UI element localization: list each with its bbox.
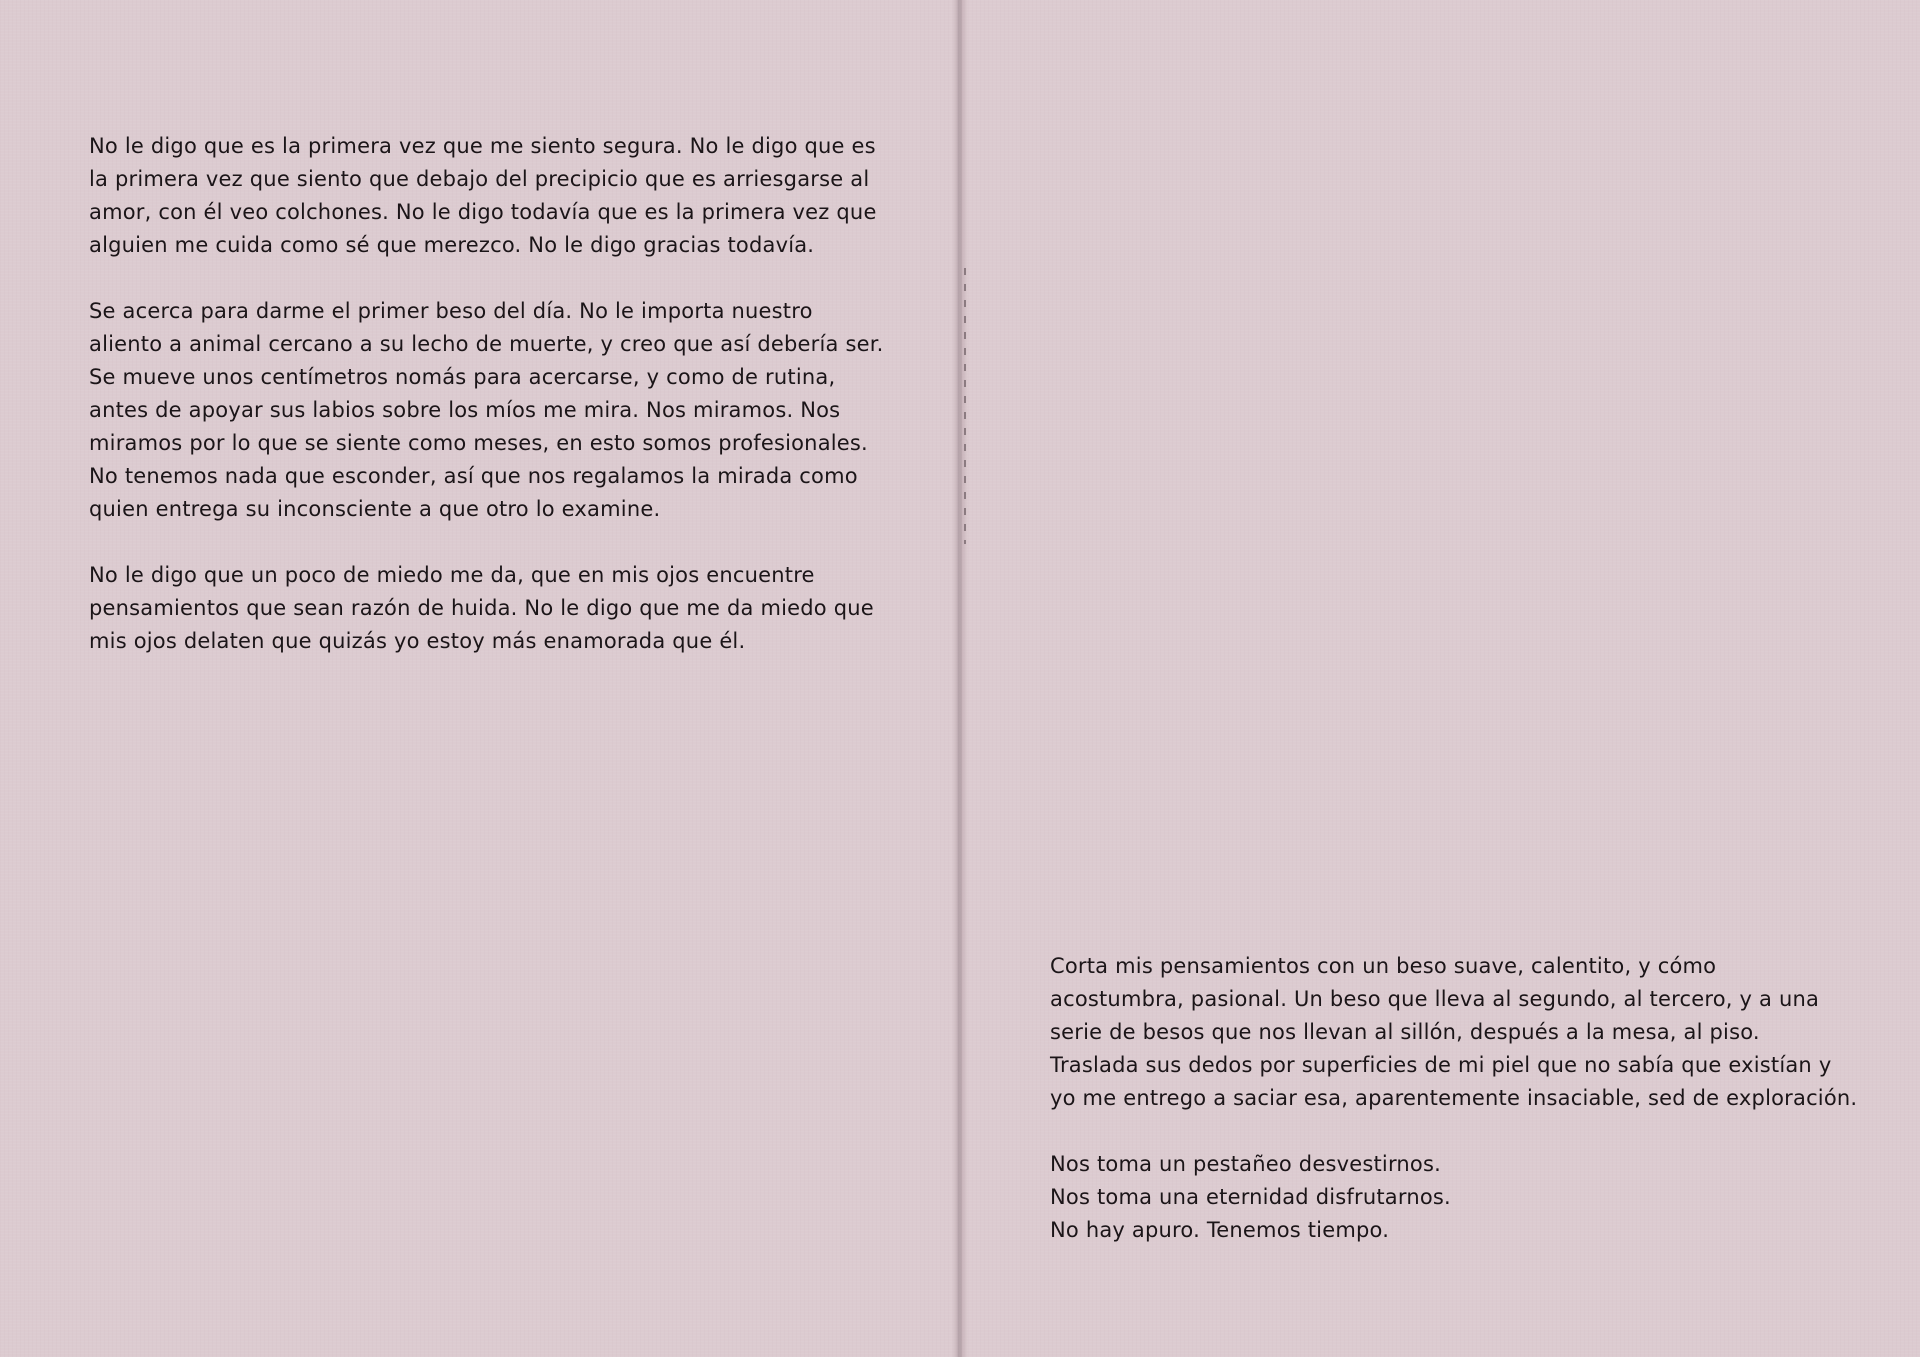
text-line: yo me entrego a saciar esa, aparentemente insaciable, sed de exploración. [1050, 1086, 1858, 1110]
text-line: No le digo que un poco de miedo me da, que en mis ojos encuentre [89, 563, 815, 587]
text-line: aliento a animal cercano a su lecho de muerte, y creo que así debería ser. [89, 332, 884, 356]
text-line: serie de besos que nos llevan al sillón, después a la mesa, al piso. [1050, 1020, 1760, 1044]
text-line: mis ojos delaten que quizás yo estoy más enamorada que él. [89, 629, 746, 653]
text-line: Nos toma un pestañeo desvestirnos. [1050, 1152, 1441, 1176]
text-line: No tenemos nada que esconder, así que nos regalamos la mirada como [89, 464, 858, 488]
text-line: alguien me cuida como sé que merezco. No le digo gracias todavía. [89, 233, 815, 257]
right-paragraph-2 [1050, 1148, 1870, 1247]
text-line: la primera vez que siento que debajo del precipicio que es arriesgarse al [89, 167, 870, 191]
text-line: amor, con él veo colchones. No le digo todavía que es la primera vez que [89, 200, 877, 224]
text-line: No le digo que es la primera vez que me siento segura. No le digo que es [89, 134, 876, 158]
left-paragraph-3 [89, 559, 889, 658]
text-line: Corta mis pensamientos con un beso suave, calentito, y cómo [1050, 954, 1717, 978]
right-page-text [1050, 950, 1870, 1247]
spine-fold [959, 0, 961, 1357]
text-line: acostumbra, pasional. Un beso que lleva al segundo, al tercero, y a una [1050, 987, 1820, 1011]
text-line: pensamientos que sean razón de huida. No le digo que me da miedo que [89, 596, 874, 620]
right-paragraph-1 [1050, 950, 1870, 1115]
left-page [0, 0, 958, 1357]
text-line: Nos toma una eternidad disfrutarnos. [1050, 1185, 1451, 1209]
text-line: antes de apoyar sus labios sobre los míos me mira. Nos miramos. Nos [89, 398, 841, 422]
left-page-text [89, 130, 889, 658]
text-line: Se acerca para darme el primer beso del día. No le importa nuestro [89, 299, 813, 323]
text-line: quien entrega su inconsciente a que otro lo examine. [89, 497, 661, 521]
text-line: miramos por lo que se siente como meses, en esto somos profesionales. [89, 431, 868, 455]
text-line: Traslada sus dedos por superficies de mi piel que no sabía que existían y [1050, 1053, 1832, 1077]
text-line: No hay apuro. Tenemos tiempo. [1050, 1218, 1390, 1242]
text-line: Se mueve unos centímetros nomás para acercarse, y como de rutina, [89, 365, 836, 389]
left-paragraph-1 [89, 130, 889, 262]
left-paragraph-2 [89, 295, 889, 526]
